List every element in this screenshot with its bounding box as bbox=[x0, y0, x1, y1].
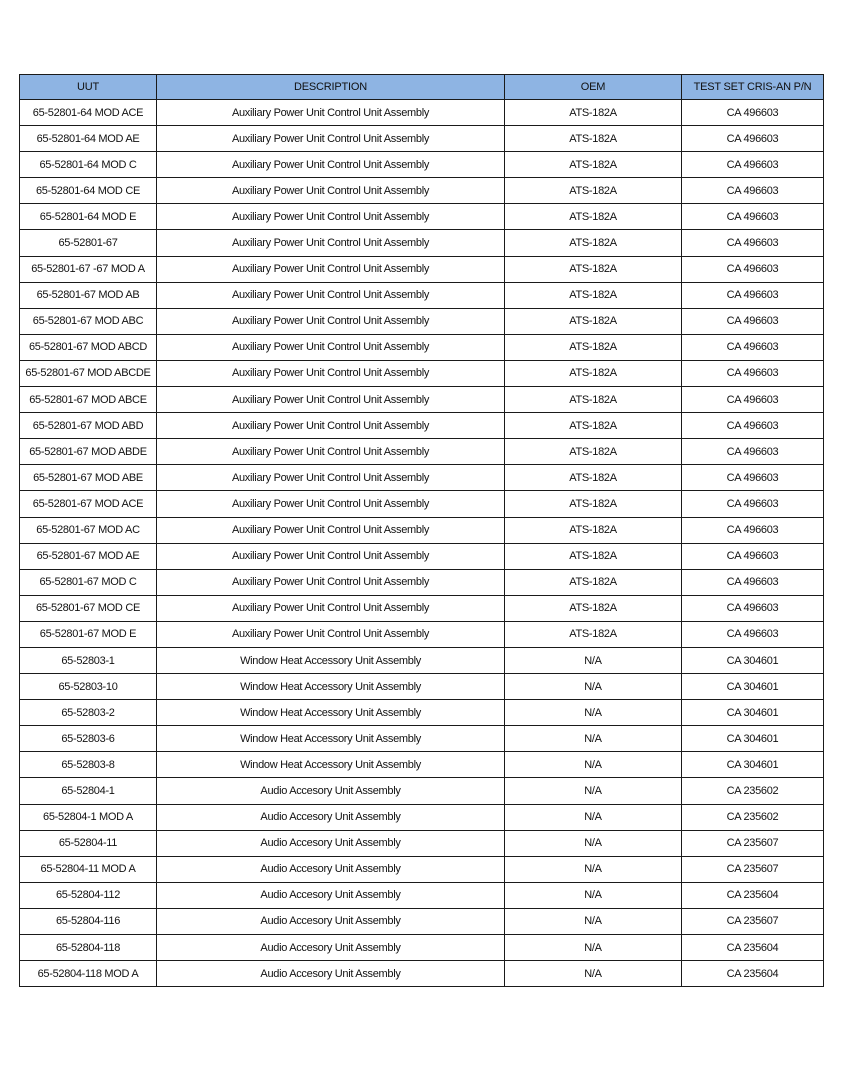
cell-oem: ATS-182A bbox=[505, 152, 682, 178]
cell-description: Auxiliary Power Unit Control Unit Assembly bbox=[157, 517, 505, 543]
cell-description: Auxiliary Power Unit Control Unit Assembly bbox=[157, 126, 505, 152]
cell-uut: 65-52801-64 MOD ACE bbox=[20, 100, 157, 126]
cell-uut: 65-52801-67 MOD E bbox=[20, 621, 157, 647]
cell-uut: 65-52804-118 MOD A bbox=[20, 961, 157, 987]
cell-uut: 65-52801-67 MOD ABE bbox=[20, 465, 157, 491]
table-row bbox=[20, 882, 824, 908]
cell-test-set-pn: CA 496603 bbox=[682, 256, 824, 282]
cell-test-set-pn: CA 496603 bbox=[682, 230, 824, 256]
cell-uut: 65-52803-1 bbox=[20, 647, 157, 673]
cell-uut: 65-52804-1 bbox=[20, 778, 157, 804]
cell-oem: ATS-182A bbox=[505, 100, 682, 126]
cell-uut: 65-52801-67 MOD ABCE bbox=[20, 387, 157, 413]
table-row bbox=[20, 621, 824, 647]
cell-test-set-pn: CA 496603 bbox=[682, 621, 824, 647]
cell-test-set-pn: CA 496603 bbox=[682, 413, 824, 439]
cell-description: Auxiliary Power Unit Control Unit Assembly bbox=[157, 439, 505, 465]
table-body bbox=[20, 100, 824, 987]
table-row bbox=[20, 830, 824, 856]
cell-description: Auxiliary Power Unit Control Unit Assembly bbox=[157, 621, 505, 647]
cell-uut: 65-52801-64 MOD E bbox=[20, 204, 157, 230]
table-row bbox=[20, 256, 824, 282]
table-row bbox=[20, 387, 824, 413]
cell-test-set-pn: CA 304601 bbox=[682, 700, 824, 726]
cell-test-set-pn: CA 304601 bbox=[682, 726, 824, 752]
table-row bbox=[20, 491, 824, 517]
cell-description: Auxiliary Power Unit Control Unit Assembly bbox=[157, 204, 505, 230]
cell-test-set-pn: CA 235604 bbox=[682, 882, 824, 908]
cell-uut: 65-52804-11 MOD A bbox=[20, 856, 157, 882]
cell-description: Audio Accesory Unit Assembly bbox=[157, 830, 505, 856]
cell-oem: ATS-182A bbox=[505, 387, 682, 413]
cell-test-set-pn: CA 496603 bbox=[682, 491, 824, 517]
cell-test-set-pn: CA 496603 bbox=[682, 595, 824, 621]
cell-test-set-pn: CA 496603 bbox=[682, 308, 824, 334]
cell-oem: ATS-182A bbox=[505, 621, 682, 647]
cell-description: Auxiliary Power Unit Control Unit Assembly bbox=[157, 334, 505, 360]
cell-description: Window Heat Accessory Unit Assembly bbox=[157, 700, 505, 726]
table-row bbox=[20, 152, 824, 178]
cell-oem: N/A bbox=[505, 726, 682, 752]
table-row bbox=[20, 334, 824, 360]
cell-oem: ATS-182A bbox=[505, 465, 682, 491]
table-row bbox=[20, 569, 824, 595]
cell-description: Window Heat Accessory Unit Assembly bbox=[157, 647, 505, 673]
cell-uut: 65-52801-67 MOD AB bbox=[20, 282, 157, 308]
cell-oem: ATS-182A bbox=[505, 204, 682, 230]
cell-uut: 65-52801-67 -67 MOD A bbox=[20, 256, 157, 282]
cell-oem: ATS-182A bbox=[505, 543, 682, 569]
cell-uut: 65-52801-67 MOD ABC bbox=[20, 308, 157, 334]
cell-test-set-pn: CA 235602 bbox=[682, 778, 824, 804]
cell-test-set-pn: CA 235607 bbox=[682, 908, 824, 934]
cell-uut: 65-52801-64 MOD CE bbox=[20, 178, 157, 204]
table-row bbox=[20, 674, 824, 700]
cell-uut: 65-52804-112 bbox=[20, 882, 157, 908]
cell-oem: N/A bbox=[505, 908, 682, 934]
cell-oem: ATS-182A bbox=[505, 282, 682, 308]
cell-oem: N/A bbox=[505, 752, 682, 778]
cell-description: Window Heat Accessory Unit Assembly bbox=[157, 726, 505, 752]
column-header-oem: OEM bbox=[505, 75, 682, 100]
cell-oem: ATS-182A bbox=[505, 126, 682, 152]
table-row bbox=[20, 961, 824, 987]
cell-uut: 65-52801-64 MOD AE bbox=[20, 126, 157, 152]
cell-uut: 65-52803-8 bbox=[20, 752, 157, 778]
cell-test-set-pn: CA 304601 bbox=[682, 674, 824, 700]
cell-test-set-pn: CA 235604 bbox=[682, 961, 824, 987]
cell-uut: 65-52804-118 bbox=[20, 935, 157, 961]
cell-description: Auxiliary Power Unit Control Unit Assembly bbox=[157, 100, 505, 126]
cell-uut: 65-52803-2 bbox=[20, 700, 157, 726]
cell-description: Auxiliary Power Unit Control Unit Assembly bbox=[157, 387, 505, 413]
cell-test-set-pn: CA 496603 bbox=[682, 100, 824, 126]
table-row bbox=[20, 778, 824, 804]
table-row bbox=[20, 908, 824, 934]
cell-test-set-pn: CA 496603 bbox=[682, 543, 824, 569]
cell-description: Audio Accesory Unit Assembly bbox=[157, 908, 505, 934]
cell-description: Auxiliary Power Unit Control Unit Assembly bbox=[157, 413, 505, 439]
cell-test-set-pn: CA 304601 bbox=[682, 647, 824, 673]
cell-test-set-pn: CA 304601 bbox=[682, 752, 824, 778]
cell-uut: 65-52801-67 MOD AC bbox=[20, 517, 157, 543]
table-header-row bbox=[20, 75, 824, 100]
table-row bbox=[20, 517, 824, 543]
cell-test-set-pn: CA 496603 bbox=[682, 569, 824, 595]
cell-oem: ATS-182A bbox=[505, 256, 682, 282]
table-row bbox=[20, 700, 824, 726]
cell-description: Auxiliary Power Unit Control Unit Assembly bbox=[157, 282, 505, 308]
table-row bbox=[20, 595, 824, 621]
cell-uut: 65-52801-67 MOD C bbox=[20, 569, 157, 595]
column-header-test-set-pn: TEST SET CRIS-AN P/N bbox=[682, 75, 824, 100]
table-row bbox=[20, 360, 824, 386]
cell-oem: ATS-182A bbox=[505, 413, 682, 439]
cell-description: Audio Accesory Unit Assembly bbox=[157, 804, 505, 830]
cell-test-set-pn: CA 496603 bbox=[682, 360, 824, 386]
cell-uut: 65-52801-67 MOD ACE bbox=[20, 491, 157, 517]
cell-uut: 65-52801-64 MOD C bbox=[20, 152, 157, 178]
cell-oem: ATS-182A bbox=[505, 491, 682, 517]
table-row bbox=[20, 230, 824, 256]
cell-test-set-pn: CA 496603 bbox=[682, 178, 824, 204]
cell-uut: 65-52801-67 MOD ABCD bbox=[20, 334, 157, 360]
cell-description: Auxiliary Power Unit Control Unit Assembly bbox=[157, 491, 505, 517]
cell-description: Auxiliary Power Unit Control Unit Assembly bbox=[157, 230, 505, 256]
cell-oem: ATS-182A bbox=[505, 178, 682, 204]
table-row bbox=[20, 204, 824, 230]
table-row bbox=[20, 543, 824, 569]
table-row bbox=[20, 100, 824, 126]
cell-uut: 65-52801-67 MOD ABDE bbox=[20, 439, 157, 465]
cell-test-set-pn: CA 496603 bbox=[682, 282, 824, 308]
cell-uut: 65-52804-11 bbox=[20, 830, 157, 856]
cell-description: Auxiliary Power Unit Control Unit Assembly bbox=[157, 256, 505, 282]
cell-description: Auxiliary Power Unit Control Unit Assembly bbox=[157, 595, 505, 621]
cell-oem: N/A bbox=[505, 830, 682, 856]
table-row bbox=[20, 935, 824, 961]
parts-table bbox=[19, 74, 824, 987]
cell-test-set-pn: CA 235607 bbox=[682, 830, 824, 856]
cell-description: Auxiliary Power Unit Control Unit Assembly bbox=[157, 569, 505, 595]
cell-uut: 65-52801-67 MOD CE bbox=[20, 595, 157, 621]
cell-description: Auxiliary Power Unit Control Unit Assembly bbox=[157, 308, 505, 334]
column-header-uut: UUT bbox=[20, 75, 157, 100]
cell-description: Audio Accesory Unit Assembly bbox=[157, 935, 505, 961]
cell-test-set-pn: CA 235607 bbox=[682, 856, 824, 882]
cell-description: Audio Accesory Unit Assembly bbox=[157, 961, 505, 987]
table-row bbox=[20, 282, 824, 308]
cell-oem: N/A bbox=[505, 856, 682, 882]
cell-test-set-pn: CA 496603 bbox=[682, 517, 824, 543]
cell-oem: ATS-182A bbox=[505, 334, 682, 360]
cell-oem: N/A bbox=[505, 935, 682, 961]
cell-test-set-pn: CA 496603 bbox=[682, 465, 824, 491]
cell-description: Window Heat Accessory Unit Assembly bbox=[157, 674, 505, 700]
cell-test-set-pn: CA 496603 bbox=[682, 387, 824, 413]
table-row bbox=[20, 308, 824, 334]
table-row bbox=[20, 752, 824, 778]
cell-oem: ATS-182A bbox=[505, 517, 682, 543]
column-header-description: DESCRIPTION bbox=[157, 75, 505, 100]
cell-description: Auxiliary Power Unit Control Unit Assembly bbox=[157, 178, 505, 204]
cell-oem: N/A bbox=[505, 700, 682, 726]
cell-oem: N/A bbox=[505, 804, 682, 830]
cell-oem: ATS-182A bbox=[505, 569, 682, 595]
cell-description: Window Heat Accessory Unit Assembly bbox=[157, 752, 505, 778]
table-row bbox=[20, 804, 824, 830]
table-row bbox=[20, 126, 824, 152]
cell-description: Auxiliary Power Unit Control Unit Assembly bbox=[157, 152, 505, 178]
cell-oem: N/A bbox=[505, 778, 682, 804]
cell-description: Audio Accesory Unit Assembly bbox=[157, 856, 505, 882]
table-row bbox=[20, 178, 824, 204]
cell-uut: 65-52803-6 bbox=[20, 726, 157, 752]
cell-test-set-pn: CA 496603 bbox=[682, 439, 824, 465]
cell-uut: 65-52804-116 bbox=[20, 908, 157, 934]
cell-uut: 65-52803-10 bbox=[20, 674, 157, 700]
cell-test-set-pn: CA 235602 bbox=[682, 804, 824, 830]
cell-uut: 65-52801-67 MOD ABCDE bbox=[20, 360, 157, 386]
table-row bbox=[20, 647, 824, 673]
cell-oem: N/A bbox=[505, 674, 682, 700]
cell-uut: 65-52801-67 MOD AE bbox=[20, 543, 157, 569]
cell-test-set-pn: CA 496603 bbox=[682, 152, 824, 178]
cell-description: Auxiliary Power Unit Control Unit Assembly bbox=[157, 543, 505, 569]
cell-oem: N/A bbox=[505, 961, 682, 987]
cell-test-set-pn: CA 235604 bbox=[682, 935, 824, 961]
cell-uut: 65-52804-1 MOD A bbox=[20, 804, 157, 830]
table-row bbox=[20, 465, 824, 491]
table-row bbox=[20, 726, 824, 752]
cell-test-set-pn: CA 496603 bbox=[682, 126, 824, 152]
table-row bbox=[20, 856, 824, 882]
cell-test-set-pn: CA 496603 bbox=[682, 334, 824, 360]
cell-description: Auxiliary Power Unit Control Unit Assembly bbox=[157, 360, 505, 386]
cell-oem: ATS-182A bbox=[505, 360, 682, 386]
parts-table-sheet bbox=[19, 74, 823, 987]
cell-oem: N/A bbox=[505, 647, 682, 673]
cell-oem: N/A bbox=[505, 882, 682, 908]
cell-uut: 65-52801-67 MOD ABD bbox=[20, 413, 157, 439]
table-row bbox=[20, 413, 824, 439]
cell-oem: ATS-182A bbox=[505, 230, 682, 256]
table-row bbox=[20, 439, 824, 465]
cell-uut: 65-52801-67 bbox=[20, 230, 157, 256]
cell-test-set-pn: CA 496603 bbox=[682, 204, 824, 230]
cell-description: Audio Accesory Unit Assembly bbox=[157, 778, 505, 804]
cell-oem: ATS-182A bbox=[505, 308, 682, 334]
cell-description: Audio Accesory Unit Assembly bbox=[157, 882, 505, 908]
cell-description: Auxiliary Power Unit Control Unit Assembly bbox=[157, 465, 505, 491]
cell-oem: ATS-182A bbox=[505, 595, 682, 621]
cell-oem: ATS-182A bbox=[505, 439, 682, 465]
